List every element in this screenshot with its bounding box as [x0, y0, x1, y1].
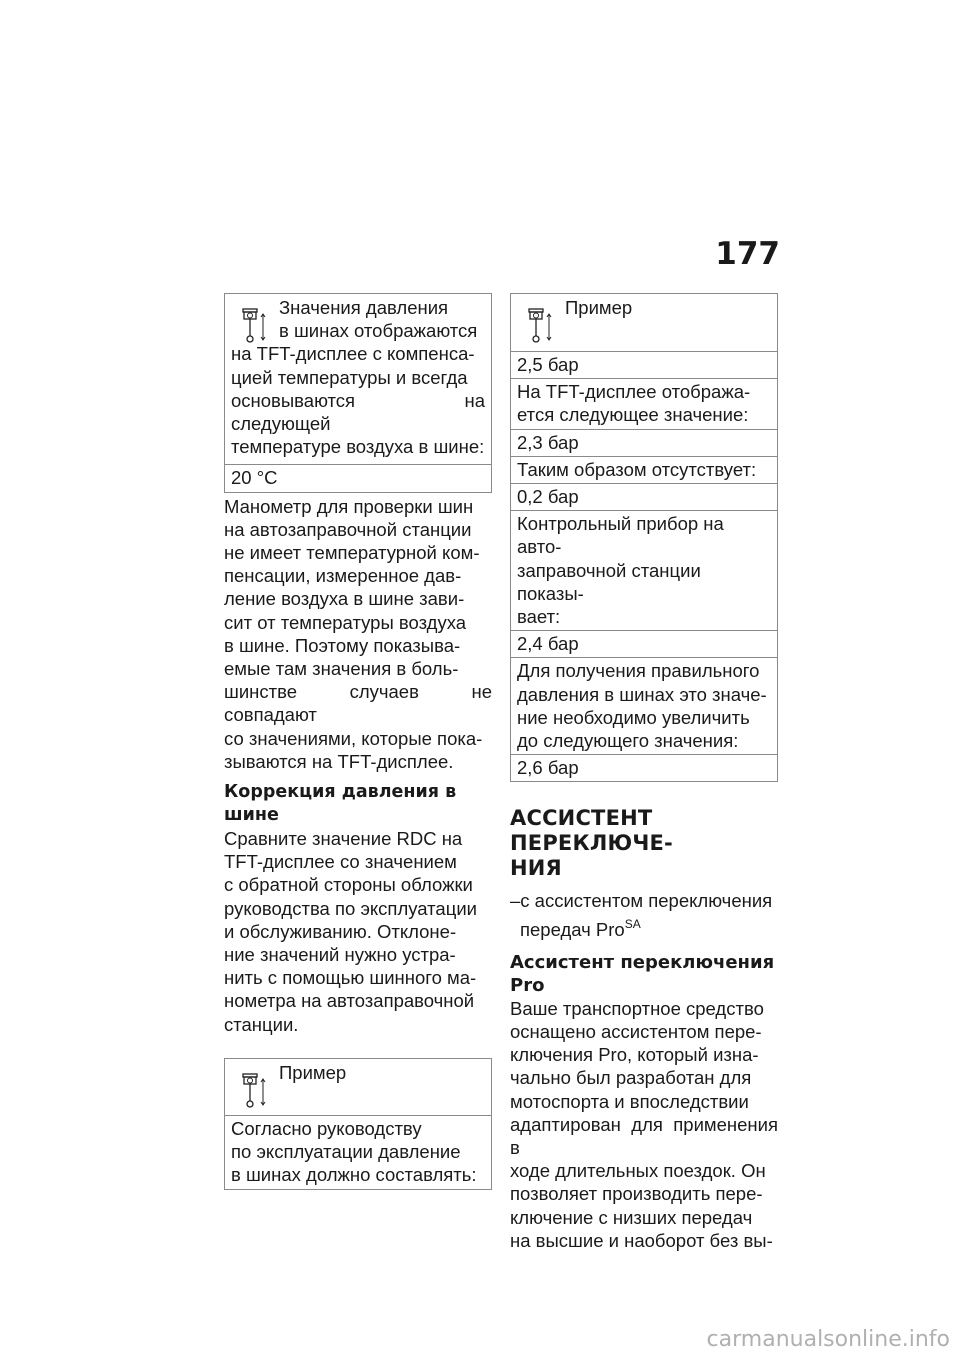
- paragraph-pressure-correction: Сравните значение RDC на TFT-дисплее со значением с обратной стороны обложки руководства по эксплуатации и обслуживанию. Отклоне- ние значений нужно устра- нить с помощью шинного ма- нометра на автозаправочной станции.: [224, 828, 477, 1035]
- section-title: АССИСТЕНТ ПЕРЕКЛЮЧЕ- НИЯ: [510, 806, 673, 881]
- example-title: Пример: [565, 297, 633, 318]
- right-column: [510, 293, 778, 1252]
- sa-marker: SA: [624, 916, 641, 931]
- example-box-left: [224, 1058, 492, 1190]
- bullet-item: –с ассистентом переключения передач Pro$^{SA}$: [510, 890, 773, 940]
- subheading-shift-assistant: Ассистент переключения Pro: [510, 951, 775, 996]
- example-row: На TFT-дисплее отобража- ется следующее значение:: [511, 378, 777, 428]
- example-text: Согласно руководству по эксплуатации давление в шинах должно составлять:: [225, 1115, 491, 1189]
- left-column: [224, 293, 492, 1190]
- watermark: carmanualsonline.info: [706, 1327, 950, 1352]
- example-row: Для получения правильного давления в шинах это значе- ние необходимо увеличить до следующего значения:: [511, 657, 777, 754]
- example-row: 2,4 бар: [511, 630, 777, 657]
- example-row: 2,3 бар: [511, 429, 777, 456]
- info-box-temperature: [224, 293, 492, 493]
- heading-pressure-correction: Коррекция давления в шине: [224, 782, 457, 826]
- example-row: Контрольный прибор на авто- заправочной станции показы- вает:: [511, 510, 777, 630]
- example-row: 2,6 бар: [511, 754, 777, 781]
- example-box-right: [510, 293, 778, 782]
- page-number: 177: [715, 236, 780, 272]
- tire-pressure-gauge-icon: [525, 306, 553, 344]
- info-box-body: [225, 294, 491, 464]
- example-row: Таким образом отсутствует:: [511, 456, 777, 483]
- info-box-value: 20 °C: [225, 464, 491, 491]
- paragraph-gauge-note: Манометр для проверки шин на автозаправочной станции не имеет температурной ком- пенсации, измеренное дав- ление воздуха в шине зави- сит от температуры воздуха в шине. Поэтому показыва- емые там значения в боль- шинстве случаев не совпадают со значениями, которые пока- зываются на TFT-дисплее.: [224, 495, 492, 772]
- tire-pressure-gauge-icon: [239, 306, 267, 344]
- example-row: 0,2 бар: [511, 483, 777, 510]
- example-box-head: [225, 1059, 491, 1115]
- example-box-head: [511, 294, 777, 351]
- example-title: Пример: [279, 1061, 347, 1083]
- tire-pressure-gauge-icon: [239, 1071, 267, 1109]
- info-box-text: Значения давления в шинах отображаются на TFT-дисплее с компенса- цией температуры и всегда основываются на следующей температуре воздуха в шине:: [231, 297, 485, 458]
- example-row: 2,5 бар: [511, 351, 777, 378]
- paragraph-shift-assistant: Ваше транспортное средство оснащено ассистентом пере- ключения Pro, который изна- чально был разработан для мотоспорта и впоследствии адаптирован для применения в ходе длительных поездок. Он позволяет производить пере- ключение с низших передач на высшие и наоборот без вы-: [510, 997, 778, 1251]
